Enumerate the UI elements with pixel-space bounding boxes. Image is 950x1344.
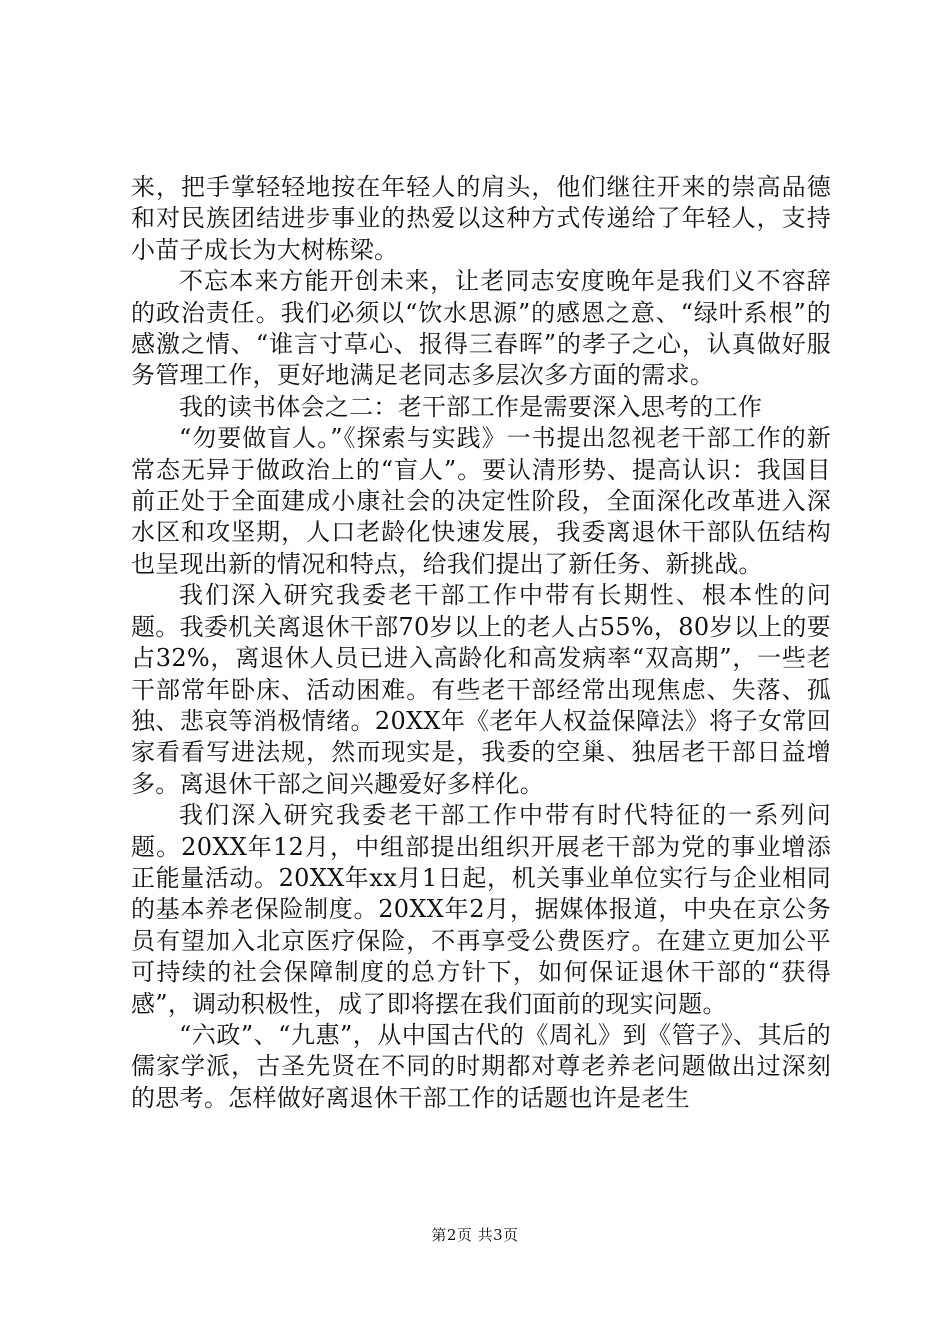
paragraph-5: 我们深入研究我委老干部工作中带有时代特征的一系列问题。20XX年12月，中组部提出组织开展老干部为党的事业增添正能量活动。20XX年xx月1日起，机关事业单位实行与企业相同的基本养老保险制度。20XX年2月，据媒体报道，中央在京公务员有望加入北京医疗保险，不再享受公费医疗。在建立更加公平可持续的社会保障制度的总方针下，如何保证退休干部的“获得感”，调动积极性，成了即将摆在我们面前的现实问题。 bbox=[131, 801, 831, 1018]
page-footer: 第2页 共3页 bbox=[431, 1226, 519, 1244]
section-heading: 我的读书体会之二：老干部工作是需要深入思考的工作 bbox=[179, 392, 763, 421]
body-text bbox=[131, 172, 831, 1114]
paragraph-6: “六政”、“九惠”，从中国古代的《周礼》到《管子》、其后的儒家学派，古圣先贤在不同的时期都对尊老养老问题做出过深刻的思考。怎样做好离退休干部工作的话题也许是老生 bbox=[131, 1020, 831, 1112]
paragraph-4: 我们深入研究我委老干部工作中带有长期性、根本性的问题。我委机关离退休干部70岁以上的老人占55%，80岁以上的要占32%，离退休人员已进入高龄化和高发病率“双高期”，一些老干部常年卧床、活动困难。有些老干部经常出现焦虑、失落、孤独、悲哀等消极情绪。20XX年《老年人权益保障法》将子女常回家看看写进法规，然而现实是，我委的空巢、独居老干部日益增多。离退休干部之间兴趣爱好多样化。 bbox=[131, 581, 831, 798]
paragraph-2: 不忘本来方能开创未来，让老同志安度晚年是我们义不容辞的政治责任。我们必须以“饮水思源”的感恩之意、“绿叶系根”的感激之情、“谁言寸草心、报得三春晖”的孝子之心，认真做好服务管理工作，更好地满足老同志多层次多方面的需求。 bbox=[131, 267, 831, 390]
paragraph-3: “勿要做盲人。”《探索与实践》一书提出忽视老干部工作的新常态无异于做政治上的“盲人”。要认清形势、提高认识：我国目前正处于全面建成小康社会的决定性阶段，全面深化改革进入深水区和攻坚期，人口老龄化快速发展，我委离退休干部队伍结构也呈现出新的情况和特点，给我们提出了新任务、新挑战。 bbox=[131, 424, 831, 578]
paragraph-1: 来，把手掌轻轻地按在年轻人的肩头，他们继往开来的崇高品德和对民族团结进步事业的热爱以这种方式传递给了年轻人，支持小苗子成长为大树栋梁。 bbox=[131, 173, 831, 264]
